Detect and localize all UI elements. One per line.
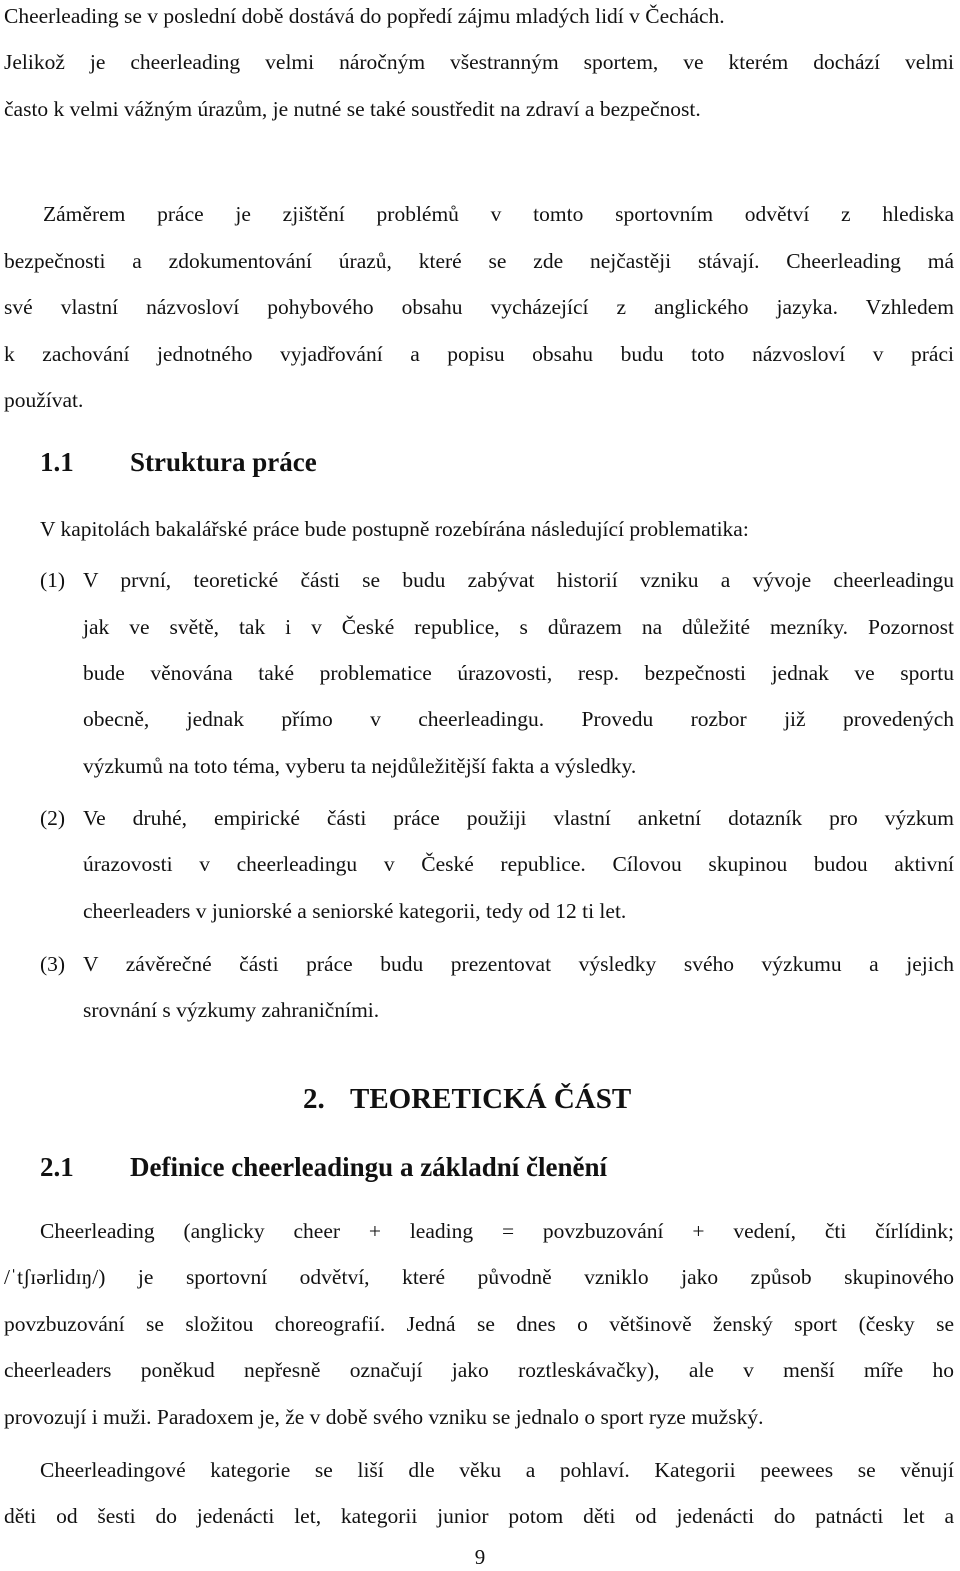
text-line: Cheerleading se v poslední době dostává do popředí zájmu mladých lidí v Čechách. [4, 4, 725, 28]
chapter-number: 2. [303, 1083, 325, 1115]
text-line: /ˈtʃɪərlidɪŋ/) je sportovní odvětví, které původně vzniklo jako způsob skupinového [4, 1265, 954, 1289]
section-number: 2.1 [40, 1152, 74, 1182]
page-number: 9 [474, 1545, 486, 1569]
list-item-number: (1) [40, 568, 66, 592]
section-title: Definice cheerleadingu a základní členění [130, 1152, 607, 1182]
text-line: používat. [4, 388, 84, 412]
text-line: výzkumů na toto téma, vyberu ta nejdůležitější fakta a výsledky. [83, 754, 637, 778]
text-line: Záměrem práce je zjištění problémů v tomto sportovním odvětví z hlediska [43, 202, 954, 226]
text-line: obecně, jednak přímo v cheerleadingu. Provedu rozbor již provedených [83, 707, 954, 731]
text-line: srovnání s výzkumy zahraničními. [83, 998, 380, 1022]
text-line: povzbuzování se složitou choreografií. Jedná se dnes o většinově ženský sport (česky se [4, 1312, 954, 1336]
text-line: bezpečnosti a zdokumentování úrazů, které se zde nejčastěji stávají. Cheerleading má [4, 249, 954, 273]
text-line: úrazovosti v cheerleadingu v České republice. Cílovou skupinou budou aktivní [83, 852, 954, 876]
list-item-number: (2) [40, 806, 66, 830]
text-line: Cheerleading (anglicky cheer + leading = povzbuzování + vedení, čti čírlídink; [40, 1219, 954, 1243]
section-lead: V kapitolách bakalářské práce bude postupně rozebírána následující problematika: [40, 517, 749, 541]
text-line: Cheerleadingové kategorie se liší dle věku a pohlaví. Kategorii peewees se věnují [40, 1458, 954, 1482]
list-item-number: (3) [40, 952, 66, 976]
text-line: často k velmi vážným úrazům, je nutné se také soustředit na zdraví a bezpečnost. [4, 97, 701, 121]
section-number: 1.1 [40, 447, 74, 477]
text-line: Jelikož je cheerleading velmi náročným všestranným sportem, ve kterém dochází velmi [4, 50, 954, 74]
text-line: jak ve světě, tak i v České republice, s důrazem na důležité mezníky. Pozornost [83, 615, 954, 639]
text-line: bude věnována také problematice úrazovosti, resp. bezpečnosti jednak ve sportu [83, 661, 954, 685]
text-line: k zachování jednotného vyjadřování a popisu obsahu budu toto názvosloví v práci [4, 342, 954, 366]
text-line: Ve druhé, empirické části práce použiji vlastní anketní dotazník pro výzkum [83, 806, 954, 830]
text-line: V závěrečné části práce budu prezentovat výsledky svého výzkumu a jejich [83, 952, 954, 976]
text-line: cheerleaders v juniorské a seniorské kategorii, tedy od 12 ti let. [83, 899, 627, 923]
text-line: V první, teoretické části se budu zabývat historií vzniku a vývoje cheerleadingu [83, 568, 954, 592]
text-line: děti od šesti do jedenácti let, kategorii junior potom děti od jedenácti do patnácti let a [4, 1504, 954, 1528]
text-line: své vlastní názvosloví pohybového obsahu vycházející z anglického jazyka. Vzhledem [4, 295, 954, 319]
text-line: provozují i muži. Paradoxem je, že v době svého vzniku se jednalo o sport ryze mužský. [4, 1405, 764, 1429]
text-line: cheerleaders poněkud nepřesně označují jako roztleskávačky), ale v menší míře ho [4, 1358, 954, 1382]
section-title: Struktura práce [130, 447, 317, 477]
chapter-title: TEORETICKÁ ČÁST [350, 1083, 632, 1115]
